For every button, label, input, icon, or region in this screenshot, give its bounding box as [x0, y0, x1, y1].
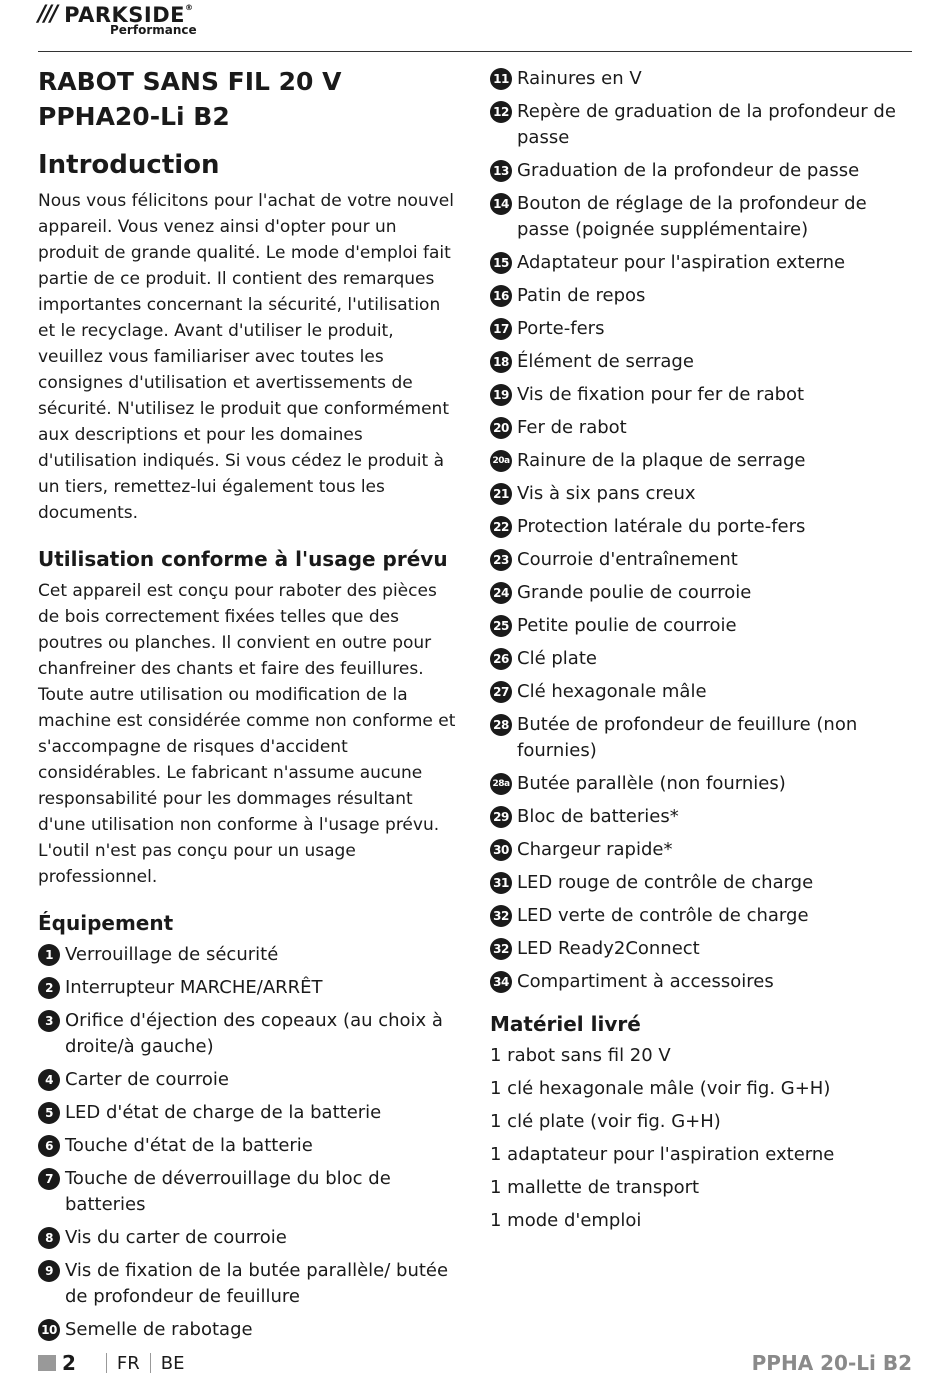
- item-label: Clé plate: [517, 648, 597, 669]
- equipment-item: [490, 99, 920, 151]
- equipment-list-right: [490, 66, 920, 995]
- logo-brand-text: PARKSIDE: [64, 2, 185, 27]
- item-label: Bouton de réglage de la profondeur de passe (poignée supplémentaire): [517, 193, 867, 240]
- item-label: Vis de fixation pour fer de rabot: [517, 384, 805, 405]
- item-label: Carter de courroie: [65, 1069, 229, 1090]
- item-label: Compartiment à accessoires: [517, 971, 774, 992]
- item-number-badge: 13: [490, 160, 512, 182]
- equipment-item: [490, 679, 920, 705]
- item-label: Protection latérale du porte-fers: [517, 516, 806, 537]
- item-label: Touche d'état de la batterie: [65, 1135, 313, 1156]
- item-number-badge: 16: [490, 285, 512, 307]
- item-label: Vis du carter de courroie: [65, 1227, 287, 1248]
- item-label: Vis à six pans creux: [517, 483, 696, 504]
- item-number-badge: 8: [38, 1227, 60, 1249]
- equipment-item: [490, 283, 920, 309]
- equipment-item: [38, 1225, 462, 1251]
- equipment-item: [490, 646, 920, 672]
- delivery-heading: Matériel livré: [490, 1012, 641, 1036]
- document-title: [38, 64, 462, 134]
- logo-subtitle: Performance: [110, 23, 197, 37]
- equipment-item: [490, 349, 920, 375]
- item-number-badge: 7: [38, 1168, 60, 1190]
- item-label: Orifice d'éjection des copeaux (au choix à droite/à gauche): [65, 1010, 443, 1057]
- item-label: Clé hexagonale mâle: [517, 681, 707, 702]
- item-number-badge: 6: [38, 1135, 60, 1157]
- equipment-list-left: [38, 942, 462, 1343]
- equipment-item: [490, 514, 920, 540]
- footer-divider: [150, 1353, 151, 1373]
- equipment-item: [38, 942, 462, 968]
- item-number-badge: 34: [490, 971, 512, 993]
- delivery-item: 1 clé hexagonale mâle (voir fig. G+H): [490, 1078, 831, 1099]
- item-number-badge: 15: [490, 252, 512, 274]
- item-label: Repère de graduation de la profondeur de passe: [517, 101, 896, 148]
- item-label: Patin de repos: [517, 285, 646, 306]
- item-number-badge: 9: [38, 1260, 60, 1282]
- header-divider: [38, 51, 912, 52]
- right-column: [490, 64, 920, 1241]
- usage-heading: Utilisation conforme à l'usage prévu: [38, 547, 448, 571]
- equipment-item: [38, 1166, 462, 1218]
- item-number-badge: 1: [38, 944, 60, 966]
- item-label: Élément de serrage: [517, 351, 694, 372]
- item-label: Semelle de rabotage: [65, 1319, 253, 1340]
- item-number-badge: 23: [490, 549, 512, 571]
- title-line-1: RABOT SANS FIL 20 V: [38, 67, 342, 96]
- item-label: Fer de rabot: [517, 417, 627, 438]
- introduction-heading: Introduction: [38, 150, 220, 180]
- item-number-badge: 4: [38, 1069, 60, 1091]
- item-label: Chargeur rapide*: [517, 839, 673, 860]
- item-number-badge: 21: [490, 483, 512, 505]
- item-number-badge: 14: [490, 193, 512, 215]
- page-marker-square: [38, 1355, 56, 1371]
- item-number-badge: 20a: [490, 450, 512, 472]
- equipment-item: [490, 66, 920, 92]
- equipment-item: [38, 1258, 462, 1310]
- equipment-item: [490, 969, 920, 995]
- equipment-item: [490, 771, 920, 797]
- item-number-badge: 5: [38, 1102, 60, 1124]
- delivery-item: 1 mallette de transport: [490, 1177, 700, 1198]
- item-number-badge: 32: [490, 938, 512, 960]
- item-label: Vis de fixation de la butée parallèle/ butée de profondeur de feuillure: [65, 1260, 449, 1307]
- footer-divider: [106, 1353, 107, 1373]
- item-label: LED verte de contrôle de charge: [517, 905, 809, 926]
- logo-stripes: ///: [38, 2, 57, 27]
- item-number-badge: 30: [490, 839, 512, 861]
- item-label: Courroie d'entraînement: [517, 549, 738, 570]
- item-label: Rainures en V: [517, 68, 642, 89]
- item-label: Verrouillage de sécurité: [65, 944, 279, 965]
- item-number-badge: 24: [490, 582, 512, 604]
- equipment-item: [490, 804, 920, 830]
- item-number-badge: 12: [490, 101, 512, 123]
- item-number-badge: 26: [490, 648, 512, 670]
- equipment-item: [490, 448, 920, 474]
- equipment-item: [38, 1317, 462, 1343]
- language-code-be: BE: [160, 1352, 185, 1374]
- equipment-item: [490, 936, 920, 962]
- item-label: Adaptateur pour l'aspiration externe: [517, 252, 846, 273]
- item-label: LED rouge de contrôle de charge: [517, 872, 814, 893]
- delivery-item: 1 rabot sans fil 20 V: [490, 1045, 671, 1066]
- language-code-fr: FR: [116, 1352, 140, 1374]
- delivery-item: 1 adaptateur pour l'aspiration externe: [490, 1144, 835, 1165]
- item-label: Grande poulie de courroie: [517, 582, 752, 603]
- item-number-badge: 29: [490, 806, 512, 828]
- usage-text: Cet appareil est conçu pour raboter des pièces de bois correctement fixées telles que des poutres ou planches. Il convient en outre pour chanfreiner des chants et faire des feuillures. Toute autre utilisation ou modification de la machine est considérée comme non conforme et s'accompagne de risques d'accident considérables. Le fabricant n'assume aucune responsabilité pour les dommages résultant d'une utilisation non conforme à l'usage prévu. L'outil n'est pas conçu pour un usage professionnel.: [38, 581, 456, 887]
- item-number-badge: 27: [490, 681, 512, 703]
- item-label: LED Ready2Connect: [517, 938, 700, 959]
- equipment-item: [38, 1067, 462, 1093]
- delivery-list: [490, 1043, 920, 1234]
- item-number-badge: 3: [38, 1010, 60, 1032]
- equipment-item: [490, 903, 920, 929]
- left-column: [38, 64, 462, 1350]
- equipment-item: [490, 613, 920, 639]
- item-label: LED d'état de charge de la batterie: [65, 1102, 382, 1123]
- equipment-item: [38, 975, 462, 1001]
- equipment-item: [490, 547, 920, 573]
- item-label: Rainure de la plaque de serrage: [517, 450, 806, 471]
- item-number-badge: 2: [38, 977, 60, 999]
- equipment-heading: Équipement: [38, 911, 174, 935]
- item-number-badge: 19: [490, 384, 512, 406]
- item-number-badge: 10: [38, 1319, 60, 1341]
- introduction-text: Nous vous félicitons pour l'achat de votre nouvel appareil. Vous venez ainsi d'opter pour un produit de grande qualité. Le mode d'emploi fait partie de ce produit. Il contient des remarques importantes concernant la sécurité, l'utilisation et le recyclage. Avant d'utiliser le produit, veuillez vous familiariser avec toutes les consignes d'utilisation et avertissements de sécurité. N'utilisez le produit que conformément aux descriptions et pour les domaines d'utilisation indiqués. Si vous cédez le produit à un tiers, remettez-lui également tous les documents.: [38, 191, 454, 523]
- equipment-item: [38, 1100, 462, 1126]
- equipment-item: [490, 382, 920, 408]
- item-label: Touche de déverrouillage du bloc de batteries: [65, 1168, 391, 1215]
- equipment-item: [38, 1133, 462, 1159]
- item-number-badge: 11: [490, 68, 512, 90]
- equipment-item: [490, 191, 920, 243]
- logo-registered-mark: ®: [184, 2, 194, 12]
- item-number-badge: 28: [490, 714, 512, 736]
- item-label: Butée de profondeur de feuillure (non fournies): [517, 714, 858, 761]
- delivery-item: 1 clé plate (voir fig. G+H): [490, 1111, 721, 1132]
- brand-logo: [38, 2, 197, 54]
- delivery-item: 1 mode d'emploi: [490, 1210, 642, 1231]
- item-number-badge: 18: [490, 351, 512, 373]
- item-number-badge: 28a: [490, 773, 512, 795]
- equipment-item: [490, 250, 920, 276]
- item-number-badge: 17: [490, 318, 512, 340]
- equipment-item: [490, 481, 920, 507]
- item-label: Butée parallèle (non fournies): [517, 773, 786, 794]
- item-number-badge: 25: [490, 615, 512, 637]
- equipment-item: [490, 712, 920, 764]
- footer-model-name: PPHA 20-Li B2: [751, 1351, 912, 1375]
- item-number-badge: 31: [490, 872, 512, 894]
- item-number-badge: 32: [490, 905, 512, 927]
- title-line-2: PPHA20-Li B2: [38, 102, 230, 131]
- equipment-item: [490, 316, 920, 342]
- item-label: Interrupteur MARCHE/ARRÊT: [65, 977, 323, 998]
- equipment-item: [490, 415, 920, 441]
- item-label: Porte-fers: [517, 318, 605, 339]
- equipment-item: [490, 580, 920, 606]
- item-number-badge: 20: [490, 417, 512, 439]
- equipment-item: [490, 158, 920, 184]
- item-label: Petite poulie de courroie: [517, 615, 737, 636]
- equipment-item: [490, 870, 920, 896]
- equipment-item: [38, 1008, 462, 1060]
- item-label: Graduation de la profondeur de passe: [517, 160, 860, 181]
- item-number-badge: 22: [490, 516, 512, 538]
- page-number: 2: [62, 1351, 76, 1375]
- item-label: Bloc de batteries*: [517, 806, 679, 827]
- equipment-item: [490, 837, 920, 863]
